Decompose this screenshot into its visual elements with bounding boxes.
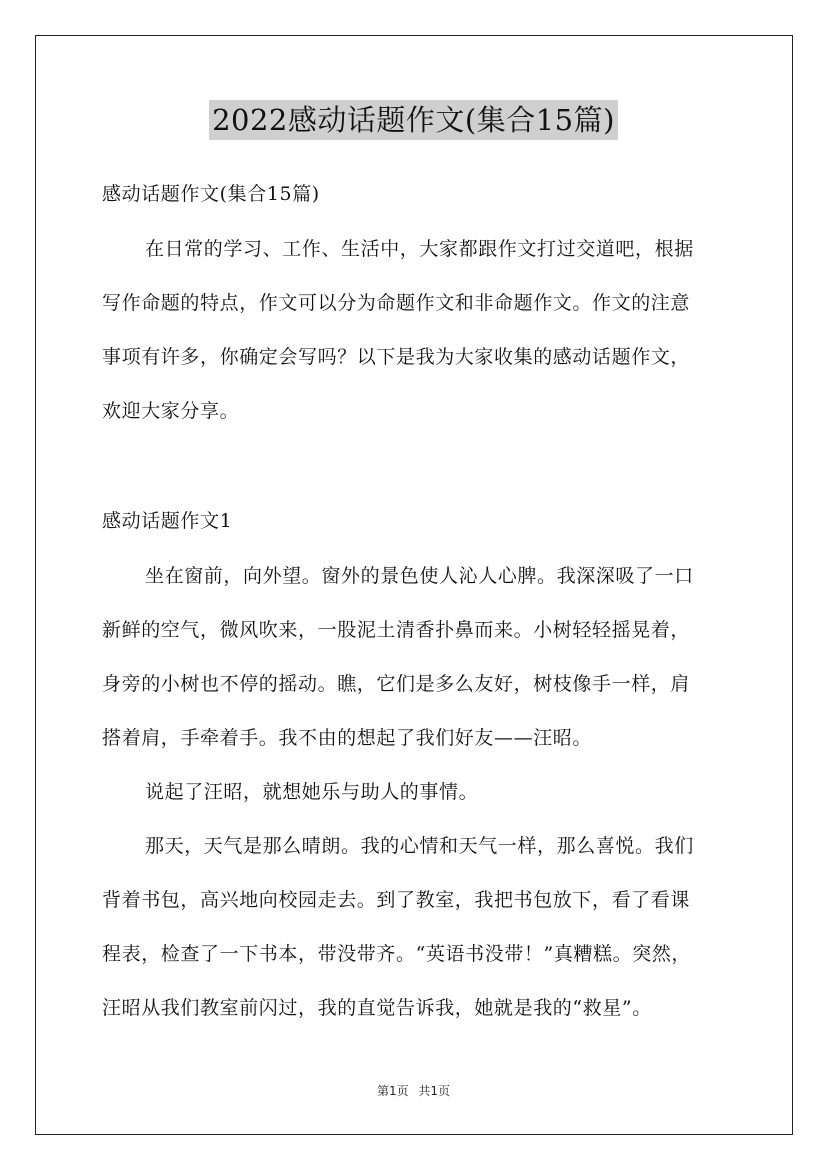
page-number: 第1页 bbox=[376, 1084, 409, 1098]
paragraph-2: 说起了汪昭，就想她乐与助人的事情。 bbox=[145, 781, 479, 803]
paragraph-1-line-2: 新鲜的空气，微风吹来，一股泥土清香扑鼻而来。小树轻轻摇晃着， bbox=[102, 619, 691, 641]
intro-line-2: 写作命题的特点，作文可以分为命题作文和非命题作文。作文的注意 bbox=[102, 292, 691, 314]
section-heading: 感动话题作文1 bbox=[102, 510, 233, 532]
paragraph-3-line-3: 程表，检查了一下书本，带没带齐。“英语书没带！”真糟糕。突然， bbox=[102, 943, 692, 965]
intro-line-1: 在日常的学习、工作、生活中，大家都跟作文打过交道吧，根据 bbox=[145, 238, 694, 260]
title-container bbox=[0, 100, 827, 140]
paragraph-1-line-1: 坐在窗前，向外望。窗外的景色使人沁人心脾。我深深吸了一口 bbox=[145, 565, 694, 587]
paragraph-3-line-1: 那天，天气是那么晴朗。我的心情和天气一样，那么喜悦。我们 bbox=[145, 835, 694, 857]
paragraph-3-line-2: 背着书包，高兴地向校园走去。到了教室，我把书包放下，看了看课 bbox=[102, 889, 691, 911]
paragraph-1-line-3: 身旁的小树也不停的摇动。瞧，它们是多么友好，树枝像手一样，肩 bbox=[102, 673, 691, 695]
page-footer bbox=[0, 1083, 827, 1099]
paragraph-1-line-4: 搭着肩，手牵着手。我不由的想起了我们好友——汪昭。 bbox=[102, 727, 593, 749]
intro-line-4: 欢迎大家分享。 bbox=[102, 400, 240, 422]
intro-line-3: 事项有许多，你确定会写吗？以下是我为大家收集的感动话题作文， bbox=[102, 346, 691, 368]
document-subtitle: 感动话题作文(集合15篇) bbox=[102, 183, 320, 205]
paragraph-3-line-4: 汪昭从我们教室前闪过，我的直觉告诉我，她就是我的“救星”。 bbox=[102, 997, 652, 1019]
document-title: 2022感动话题作文(集合15篇) bbox=[209, 100, 618, 140]
page-total: 共1页 bbox=[418, 1084, 451, 1098]
